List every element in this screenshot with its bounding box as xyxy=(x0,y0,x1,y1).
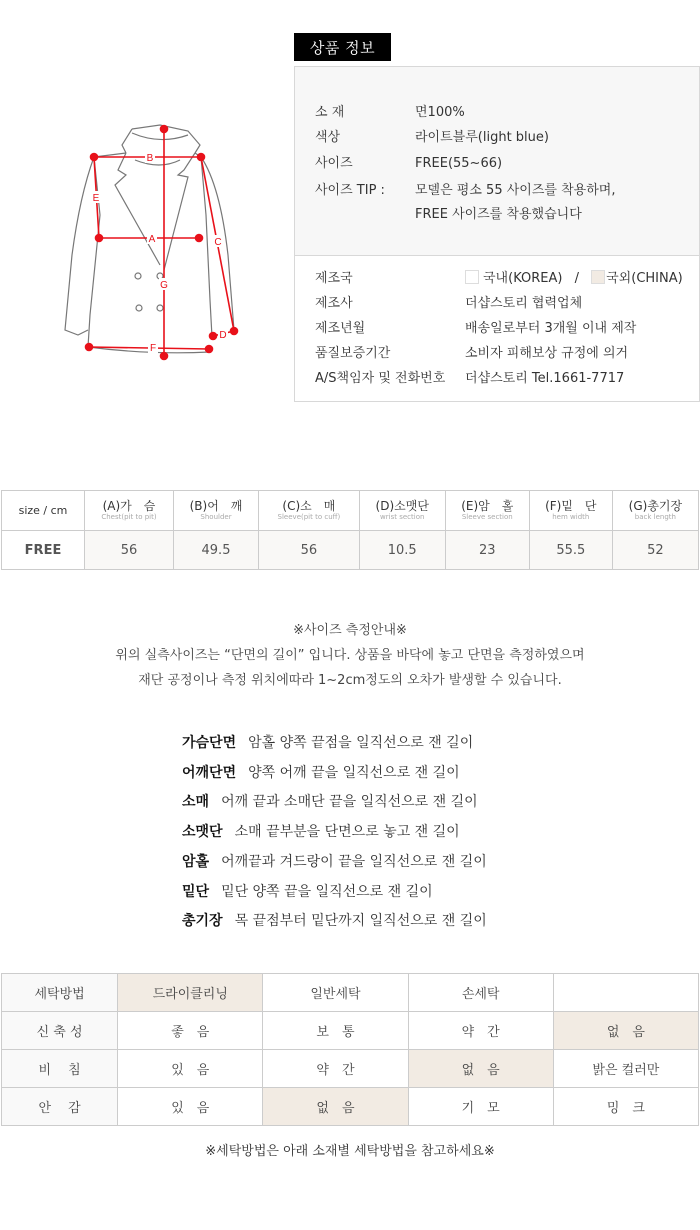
size-label: 사이즈 xyxy=(315,156,353,171)
lining-mink: 밍 크 xyxy=(553,1088,698,1126)
lining-label: 안 감 xyxy=(2,1088,118,1126)
definition-sleeve: 소매 어깨 끝과 소매단 끝을 일직선으로 잰 길이 xyxy=(182,794,478,811)
manufacturer-value: 더샵스토리 협력업체 xyxy=(465,296,583,311)
size-name: FREE xyxy=(2,531,85,570)
wash-dry-cleaning: 드라이클리닝 xyxy=(118,974,263,1012)
definition-armhole: 암홀 어깨끝과 겨드랑이 끝을 일직선으로 잰 길이 xyxy=(182,853,487,870)
sheer-none: 없 음 xyxy=(408,1050,553,1088)
size-value: FREE(55~66) xyxy=(415,156,503,171)
table-row xyxy=(2,1050,699,1088)
size-tip-label: 사이즈 TIP : xyxy=(315,183,385,198)
material-label: 소 재 xyxy=(315,105,345,120)
material-value: 면100% xyxy=(415,105,465,120)
value-wrist: 10.5 xyxy=(359,531,445,570)
lining-none: 없 음 xyxy=(263,1088,408,1126)
as-contact-value: 더샵스토리 Tel.1661-7717 xyxy=(465,371,625,386)
col-length: (G)총기장 back length xyxy=(612,491,698,531)
coat-measurement-diagram xyxy=(60,115,260,375)
wash-method-label: 세탁방법 xyxy=(2,974,118,1012)
value-hem: 55.5 xyxy=(529,531,612,570)
product-info-title: 상품 정보 xyxy=(294,33,391,61)
stretch-slight: 약 간 xyxy=(408,1012,553,1050)
measurement-definitions xyxy=(182,729,487,937)
svg-text:B: B xyxy=(146,153,154,164)
definition-shoulder: 어깨단면 양쪽 어깨 끝을 일직선으로 잰 길이 xyxy=(182,764,460,781)
definition-chest: 가슴단면 암홀 양쪽 끝점을 일직선으로 잰 길이 xyxy=(182,735,474,751)
value-sleeve: 56 xyxy=(259,531,360,570)
lining-brushed: 기 모 xyxy=(408,1088,553,1126)
as-contact-label: A/S책임자 및 전화번호 xyxy=(315,371,446,386)
svg-text:F: F xyxy=(149,343,157,354)
size-table-header xyxy=(2,491,699,531)
measurement-note-line2: 재단 공정이나 측정 위치에따라 1~2cm정도의 오차가 발생할 수 있습니다. xyxy=(138,673,562,688)
sheer-light-only: 밝은 컬러만 xyxy=(553,1050,698,1088)
value-shoulder: 49.5 xyxy=(173,531,258,570)
value-armhole: 23 xyxy=(445,531,529,570)
origin-korea: 국내(KOREA) xyxy=(483,271,563,286)
sheer-yes: 있 음 xyxy=(118,1050,263,1088)
svg-text:C: C xyxy=(214,237,222,248)
col-chest: (A)가 슴 Chest(pit to pit) xyxy=(85,491,174,531)
color-value: 라이트블루(light blue) xyxy=(415,130,549,145)
table-row xyxy=(2,1088,699,1126)
definition-wrist: 소맷단 소매 끝부분을 단면으로 놓고 잰 길이 xyxy=(182,824,460,841)
origin-label: 제조국 xyxy=(315,271,353,286)
wash-normal: 일반세탁 xyxy=(263,974,408,1012)
measurement-note-line1: 위의 실측사이즈는 “단면의 길이” 입니다. 상품을 바닥에 놓고 단면을 측정하였으며 xyxy=(115,648,585,663)
size-table xyxy=(1,490,699,570)
svg-text:D: D xyxy=(219,330,227,341)
stretch-none: 없 음 xyxy=(553,1012,698,1050)
size-tip-value: 모델은 평소 55 사이즈를 착용하며, xyxy=(415,183,616,198)
col-hem: (F)밑 단 hem width xyxy=(529,491,612,531)
origin-china: 국외(CHINA) xyxy=(606,271,683,286)
manufacture-info-box xyxy=(294,255,700,402)
wash-footer-note: ※세탁방법은 아래 소재별 세탁방법을 참고하세요※ xyxy=(205,1144,495,1159)
size-tip-value-2: FREE 사이즈를 착용했습니다 xyxy=(415,207,582,222)
definition-hem: 밑단 밑단 양쪽 끝을 일직선으로 잰 길이 xyxy=(182,883,433,900)
value-length: 52 xyxy=(612,531,698,570)
col-shoulder: (B)어 깨 Shoulder xyxy=(173,491,258,531)
lining-yes: 있 음 xyxy=(118,1088,263,1126)
table-row xyxy=(2,1012,699,1050)
warranty-label: 품질보증기간 xyxy=(315,346,391,361)
wash-header-row xyxy=(2,974,699,1012)
stretch-label: 신 축 성 xyxy=(2,1012,118,1050)
table-row xyxy=(2,531,699,570)
stretch-good: 좋 음 xyxy=(118,1012,263,1050)
sheer-slight: 약 간 xyxy=(263,1050,408,1088)
product-spec-box xyxy=(294,66,700,256)
manufacturer-label: 제조사 xyxy=(315,296,353,311)
definition-length: 총기장 목 끝점부터 밑단까지 일직선으로 잰 길이 xyxy=(182,913,487,930)
color-label: 색상 xyxy=(315,130,341,145)
col-sleeve: (C)소 매 Sleeve(pit to cuff) xyxy=(259,491,360,531)
svg-text:G: G xyxy=(160,280,168,291)
size-unit-header: size / cm xyxy=(2,491,85,531)
wash-empty xyxy=(553,974,698,1012)
wash-table xyxy=(1,973,699,1126)
korea-checkbox xyxy=(465,270,479,284)
svg-text:E: E xyxy=(92,193,100,204)
manufacture-date-label: 제조년월 xyxy=(315,321,366,336)
col-wrist: (D)소맷단 wrist section xyxy=(359,491,445,531)
origin-separator: / xyxy=(574,271,579,286)
value-chest: 56 xyxy=(85,531,174,570)
wash-hand: 손세탁 xyxy=(408,974,553,1012)
manufacture-date-value: 배송일로부터 3개월 이내 제작 xyxy=(465,321,637,336)
china-checkbox xyxy=(591,270,605,284)
warranty-value: 소비자 피해보상 규정에 의거 xyxy=(465,346,629,361)
stretch-normal: 보 통 xyxy=(263,1012,408,1050)
sheer-label: 비 침 xyxy=(2,1050,118,1088)
measurement-note-title: ※사이즈 측정안내※ xyxy=(293,623,407,638)
origin-value xyxy=(465,270,683,288)
col-armhole: (E)암 홀 Sleeve section xyxy=(445,491,529,531)
svg-text:A: A xyxy=(148,234,156,245)
